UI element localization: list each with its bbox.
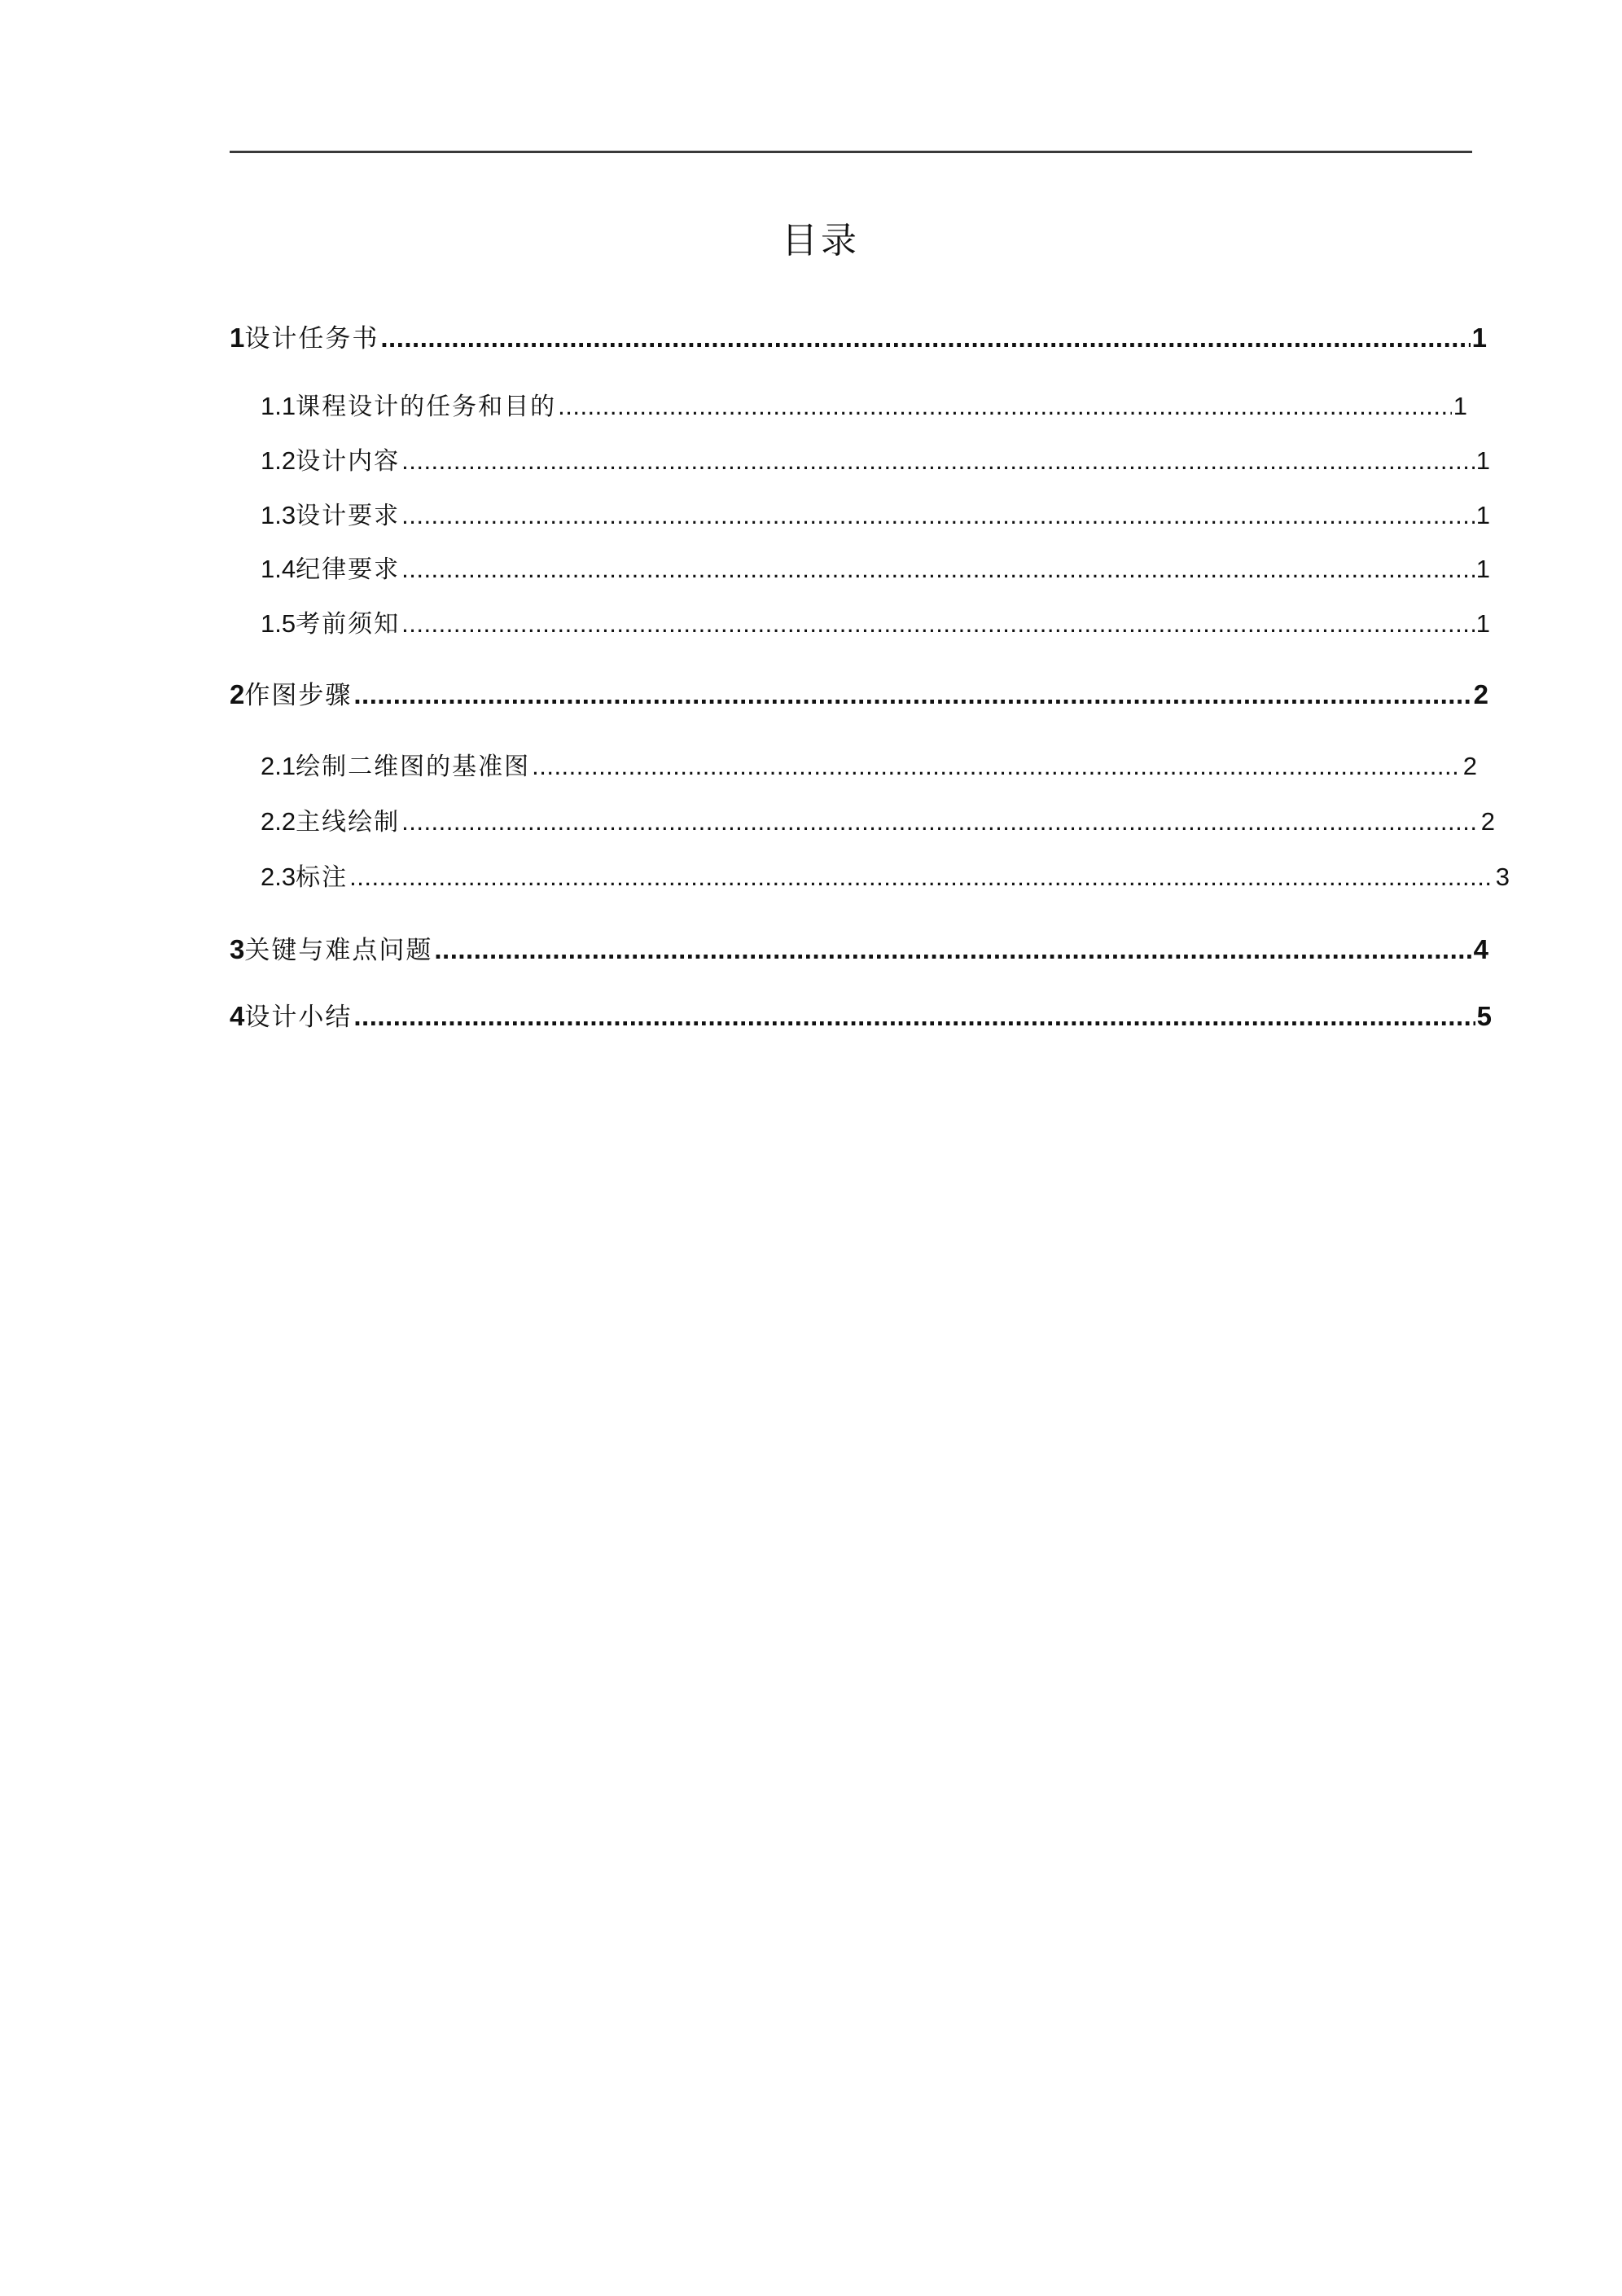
toc-title: 目录 xyxy=(782,220,860,261)
toc-entry-title: 关键与难点问题 xyxy=(244,936,433,965)
dot-leader xyxy=(532,748,1462,785)
toc-entry-page: 2 xyxy=(1462,752,1477,780)
toc-entry-title: 设计要求 xyxy=(296,502,401,530)
toc-entry-title: 设计小结 xyxy=(244,1003,353,1032)
dot-leader xyxy=(401,442,1475,480)
toc-entry-page: 3 xyxy=(1495,863,1510,891)
dot-leader xyxy=(401,605,1475,643)
toc-entry-title: 课程设计的任务和目的 xyxy=(296,393,557,421)
toc-entry-2-2[interactable] xyxy=(261,803,1495,841)
toc-entry-number: 1.5 xyxy=(261,609,296,638)
toc-entry-number: 1 xyxy=(230,323,245,353)
toc-entry-title: 绘制二维图的基准图 xyxy=(296,753,531,781)
toc-entry-1[interactable] xyxy=(230,319,1487,357)
toc-entry-number: 1.2 xyxy=(261,446,296,475)
toc-entry-title: 作图步骤 xyxy=(244,681,353,710)
dot-leader xyxy=(353,998,1475,1035)
dot-leader xyxy=(434,931,1471,968)
dot-leader xyxy=(558,388,1452,425)
toc-entry-page: 2 xyxy=(1480,807,1495,836)
toc-entry-2-3[interactable] xyxy=(261,858,1510,896)
toc-entry-page: 4 xyxy=(1473,934,1488,964)
toc-entry-2-1[interactable] xyxy=(261,748,1477,785)
toc-entry-page: 1 xyxy=(1475,609,1490,638)
dot-leader xyxy=(353,676,1471,713)
toc-entry-1-3[interactable] xyxy=(261,497,1490,534)
toc-entry-1-2[interactable] xyxy=(261,442,1490,480)
dot-leader xyxy=(349,858,1494,896)
toc-entry-page: 1 xyxy=(1453,392,1467,420)
toc-entry-2[interactable] xyxy=(230,676,1488,713)
toc-entry-page: 2 xyxy=(1473,679,1488,709)
toc-entry-title: 主线绘制 xyxy=(296,808,401,836)
dot-leader xyxy=(401,803,1480,841)
toc-entry-number: 1.1 xyxy=(261,392,296,420)
toc-entry-1-5[interactable] xyxy=(261,605,1490,643)
toc-entry-number: 4 xyxy=(230,1001,245,1031)
toc-entry-4[interactable] xyxy=(230,998,1492,1035)
dot-leader xyxy=(380,319,1470,357)
toc-entry-title: 设计任务书 xyxy=(244,324,379,353)
toc-entry-1-1[interactable] xyxy=(261,388,1467,425)
toc-entry-number: 2.1 xyxy=(261,752,296,780)
toc-entry-number: 2 xyxy=(230,679,245,709)
dot-leader xyxy=(401,551,1475,588)
dot-leader xyxy=(401,497,1475,534)
toc-entry-page: 5 xyxy=(1476,1001,1492,1031)
toc-entry-page: 1 xyxy=(1475,446,1490,475)
toc-entry-title: 考前须知 xyxy=(296,610,401,639)
toc-entry-number: 2.3 xyxy=(261,863,296,891)
toc-entry-title: 纪律要求 xyxy=(296,555,401,584)
toc-entry-page: 1 xyxy=(1475,555,1490,583)
toc-entry-number: 2.2 xyxy=(261,807,296,836)
toc-entry-title: 标注 xyxy=(296,863,349,892)
toc-entry-page: 1 xyxy=(1475,501,1490,529)
header-rule xyxy=(230,151,1472,153)
toc-entry-3[interactable] xyxy=(230,931,1488,968)
toc-entry-title: 设计内容 xyxy=(296,447,401,476)
toc-entry-1-4[interactable] xyxy=(261,551,1490,588)
toc-entry-number: 3 xyxy=(230,934,245,964)
toc-entry-number: 1.3 xyxy=(261,501,296,529)
toc-entry-number: 1.4 xyxy=(261,555,296,583)
toc-entry-page: 1 xyxy=(1471,323,1487,353)
